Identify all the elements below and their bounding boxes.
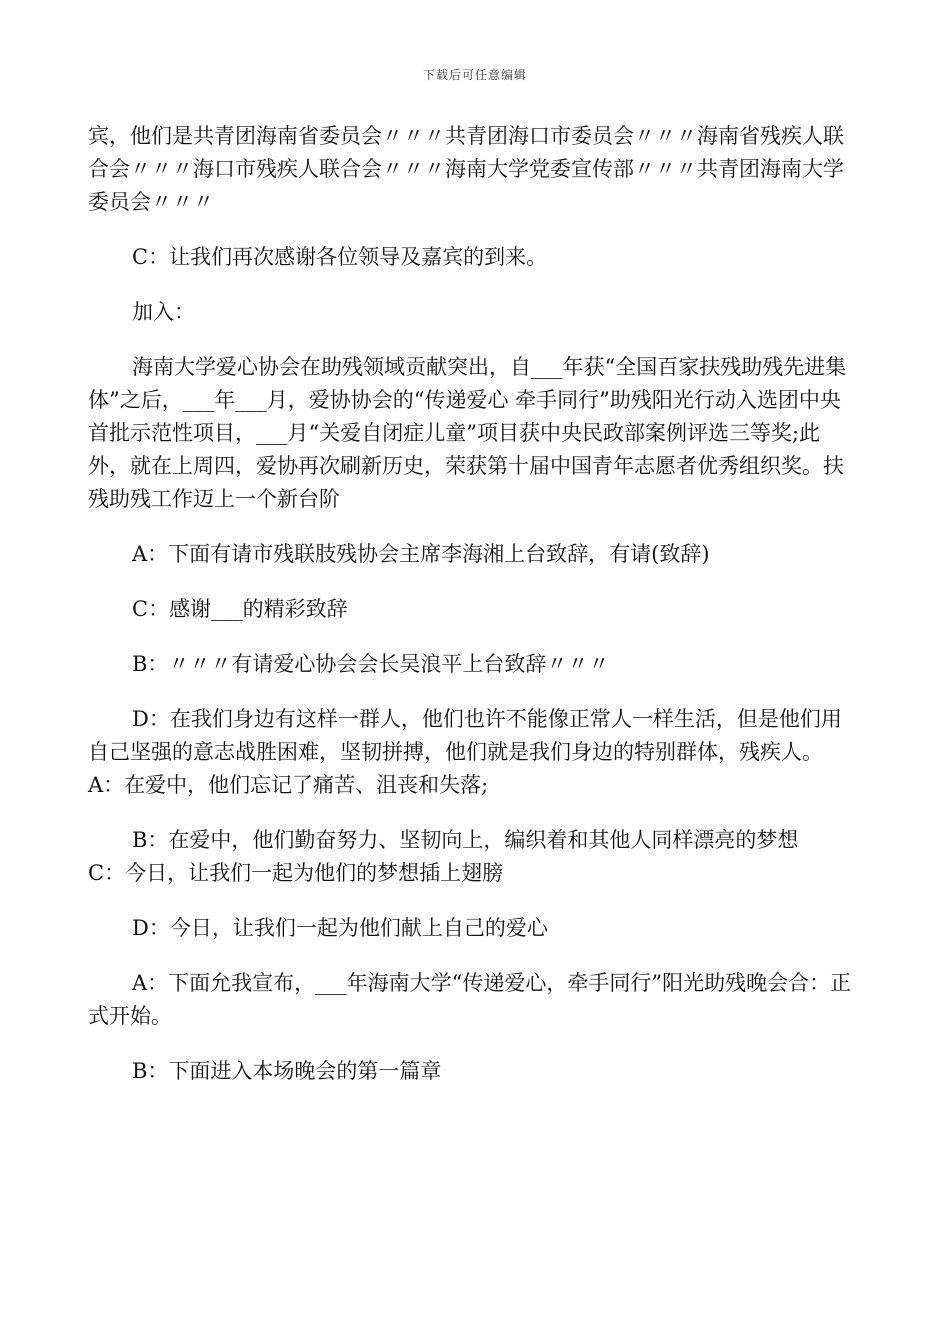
paragraph-dreams: B：在爱中，他们勤奋努力、坚韧向上，编织着和其他人同样漂亮的梦想: [132, 828, 799, 852]
paragraph-invite-speech: A：下面有请市残联肢残协会主席李海湘上台致辞，有请(致辞): [132, 542, 710, 566]
paragraph-announce-start: A：下面允我宣布，___年海南大学“传递爱心，牵手同行”阳光助残晚会合：正式开始。: [88, 971, 852, 1028]
paragraph-insert-label: 加入：: [132, 300, 195, 324]
page-header: 下载后可任意编辑: [422, 68, 527, 82]
paragraph-invite-president: B：〃〃〃有请爱心协会会长吴浪平上台致辞〃〃〃: [132, 652, 610, 676]
paragraph-wings: C：今日，让我们一起为他们的梦想插上翅膀: [88, 861, 504, 885]
paragraph-first-chapter: B：下面进入本场晚会的第一篇章: [132, 1059, 442, 1083]
document-body: [88, 120, 860, 1110]
paragraph-special-group: D：在我们身边有这样一群人，他们也许不能像正常人一样生活，但是他们用自己坚强的意志战胜困难，坚韧拼搏，他们就是我们身边的特别群体，残疾人。 A：在爱中，他们忘记了痛苦、沮丧和失落;: [88, 707, 842, 797]
paragraph-association-achievements: 海南大学爱心协会在助残领域贡献突出，自___年获“全国百家扶残助残先进集体”之后，___年___月，爱协协会的“传递爱心 牵手同行”助残阳光行动入选团中央首批示范性项目，___月“关爱自闭症儿童”项目获中央民政部案例评选三等奖;此外，就在上周四，爱协再次刷新历史，荣获第十届中国青年志愿者优秀组织奖。扶残助残工作迈上一个新台阶: [88, 355, 847, 511]
paragraph-guests-list: 宾，他们是共青团海南省委员会〃〃〃共青团海口市委员会〃〃〃海南省残疾人联合会〃〃〃海口市残疾人联合会〃〃〃海南大学党委宣传部〃〃〃共青团海南大学委员会〃〃〃: [88, 124, 844, 214]
paragraph-love: D：今日，让我们一起为他们献上自己的爱心: [132, 916, 548, 940]
paragraph-thanks-speech: C：感谢___的精彩致辞: [132, 597, 348, 621]
paragraph-thanks-leaders: C：让我们再次感谢各位领导及嘉宾的到来。: [132, 245, 548, 269]
